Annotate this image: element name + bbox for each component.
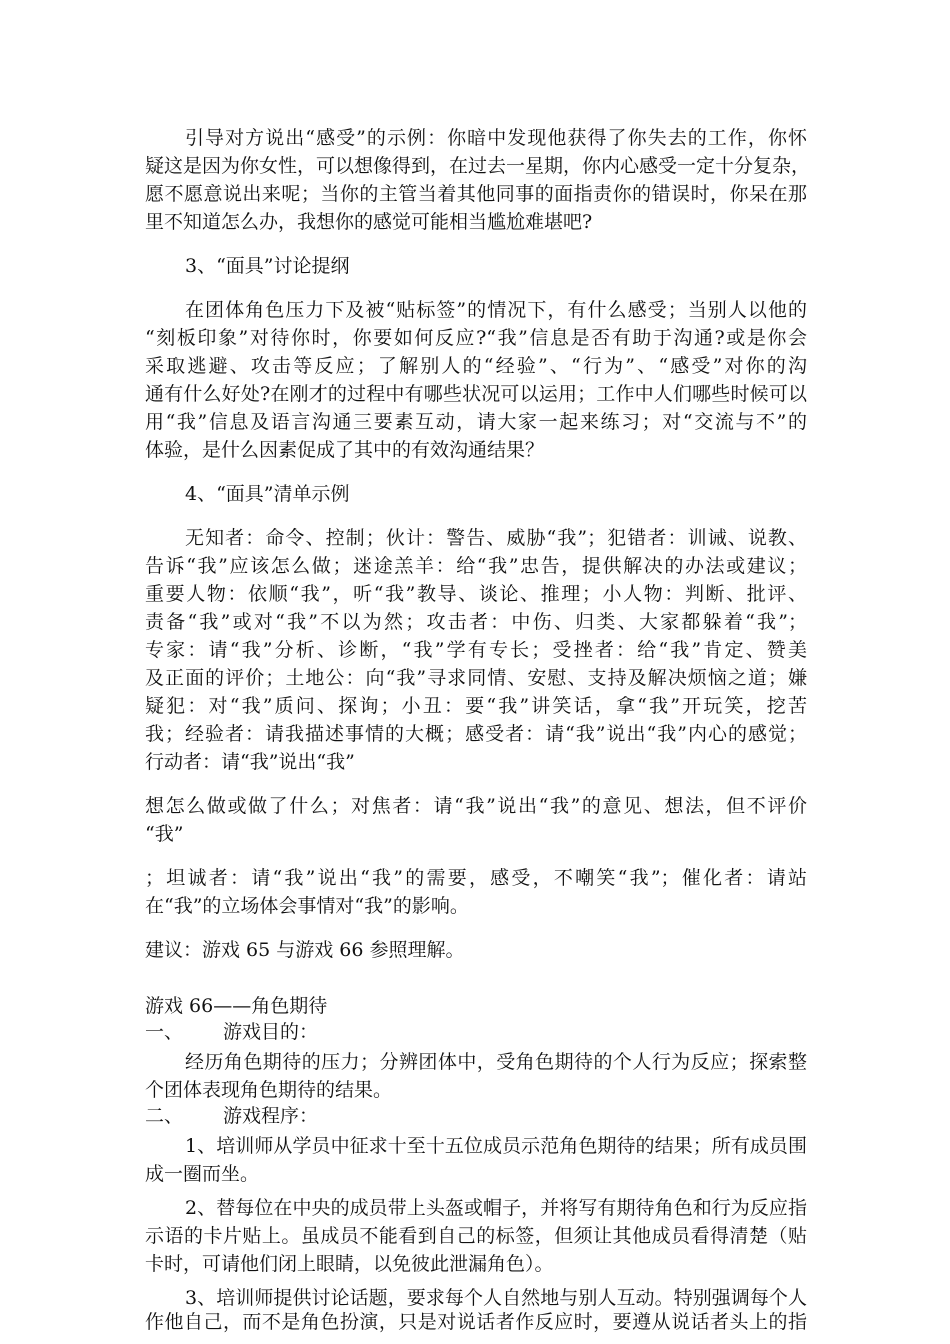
paragraph-line: 采取逃避、攻击等反应；了解别人的“经验”、“行为”、“感受”对你的沟 (145, 355, 807, 377)
paragraph-line: 疑犯：对“我”质问、探询；小丑：要“我”讲笑话，拿“我”开玩笑，挖苦 (145, 695, 807, 717)
paragraph-line: 告诉“我”应该怎么做；迷途羔羊：给“我”忠告，提供解决的办法或建议； (145, 555, 807, 577)
heading-text: 游戏程序： (223, 1105, 319, 1127)
paragraph-line: “刻板印象”对待你时，你要如何反应?“我”信息是否有助于沟通?或是你会 (145, 327, 807, 349)
paragraph-line: 想怎么做或做了什么；对焦者：请“我”说出“我”的意见、想法，但不评价 (145, 795, 807, 817)
section-heading: 4、“面具”清单示例 (185, 483, 350, 505)
paragraph-line: 专家：请“我”分析、诊断，“我”学有专长；受挫者：给“我”肯定、赞美 (145, 639, 807, 661)
paragraph-line: 体验，是什么因素促成了其中的有效沟通结果？ (145, 439, 545, 461)
paragraph-line: 我；经验者：请我描述事情的大概；感受者：请“我”说出“我”内心的感觉； (145, 723, 807, 745)
paragraph-line: 引导对方说出“感受”的示例：你暗中发现他获得了你失去的工作，你怀 (185, 127, 807, 149)
heading-text: 游戏目的： (223, 1021, 319, 1043)
paragraph-line: 1、培训师从学员中征求十至十五位成员示范角色期待的结果；所有成员围 (185, 1135, 807, 1157)
paragraph-line: “我” (145, 823, 184, 845)
paragraph-line: 个团体表现角色期待的结果。 (145, 1079, 393, 1101)
paragraph-line: 经历角色期待的压力；分辨团体中，受角色期待的个人行为反应；探索整 (185, 1051, 807, 1073)
heading-number: 二、 (145, 1105, 184, 1127)
paragraph-line: 里不知道怎么办，我想你的感觉可能相当尴尬难堪吧? (145, 211, 593, 233)
paragraph-line: 2、替每位在中央的成员带上头盔或帽子，并将写有期待角色和行为反应指 (185, 1197, 807, 1219)
paragraph-line: 及正面的评价；土地公：向“我”寻求同情、安慰、支持及解决烦恼之道；嫌 (145, 667, 807, 689)
paragraph-line: 愿不愿意说出来呢；当你的主管当着其他同事的面指责你的错误时，你呆在那 (145, 183, 807, 205)
paragraph-line: 在团体角色压力下及被“贴标签”的情况下，有什么感受；当别人以他的 (185, 299, 807, 321)
heading-number: 一、 (145, 1021, 184, 1043)
paragraph-line: ；坦诚者：请“我”说出“我”的需要，感受，不嘲笑“我”；催化者：请站 (145, 867, 807, 889)
paragraph-line: 在“我”的立场体会事情对“我”的影响。 (145, 895, 469, 917)
paragraph-line: 责备“我”或对“我”不以为然；攻击者：中伤、归类、大家都躲着“我”； (145, 611, 807, 633)
paragraph-line: 示语的卡片贴上。虽成员不能看到自己的标签，但须让其他成员看得清楚（贴 (145, 1225, 807, 1247)
game-title: 游戏 66——角色期待 (145, 995, 328, 1017)
paragraph-line: 卡时，可请他们闭上眼睛，以免彼此泄漏角色）。 (145, 1253, 554, 1275)
paragraph-line: 行动者：请“我”说出“我” (145, 751, 355, 773)
paragraph-line: 无知者：命令、控制；伙计：警告、威胁“我”；犯错者：训诫、说教、 (185, 527, 807, 549)
paragraph-line: 成一圈而坐。 (145, 1163, 260, 1185)
paragraph-line: 疑这是因为你女性，可以想像得到，在过去一星期，你内心感受一定十分复杂， (145, 155, 811, 177)
paragraph-line: 重要人物：依顺“我”，听“我”教导、谈论、推理；小人物：判断、批评、 (145, 583, 807, 605)
numbered-heading (145, 1104, 318, 1128)
section-heading: 3、“面具”讨论提纲 (185, 255, 350, 277)
paragraph-line: 作他自己，而不是角色扮演，只是对说话者作反应时，要遵从说话者头上的指 (145, 1311, 807, 1333)
paragraph-line: 3、培训师提供讨论话题，要求每个人自然地与别人互动。特别强调每个人 (185, 1287, 807, 1309)
suggestion-line: 建议：游戏 65 与游戏 66 参照理解。 (145, 939, 465, 961)
numbered-heading (145, 1020, 318, 1044)
paragraph-line: 用“我”信息及语言沟通三要素互动，请大家一起来练习；对“交流与不”的 (145, 411, 807, 433)
paragraph-line: 通有什么好处?在刚才的过程中有哪些状况可以运用；工作中人们哪些时候可以 (145, 383, 807, 405)
